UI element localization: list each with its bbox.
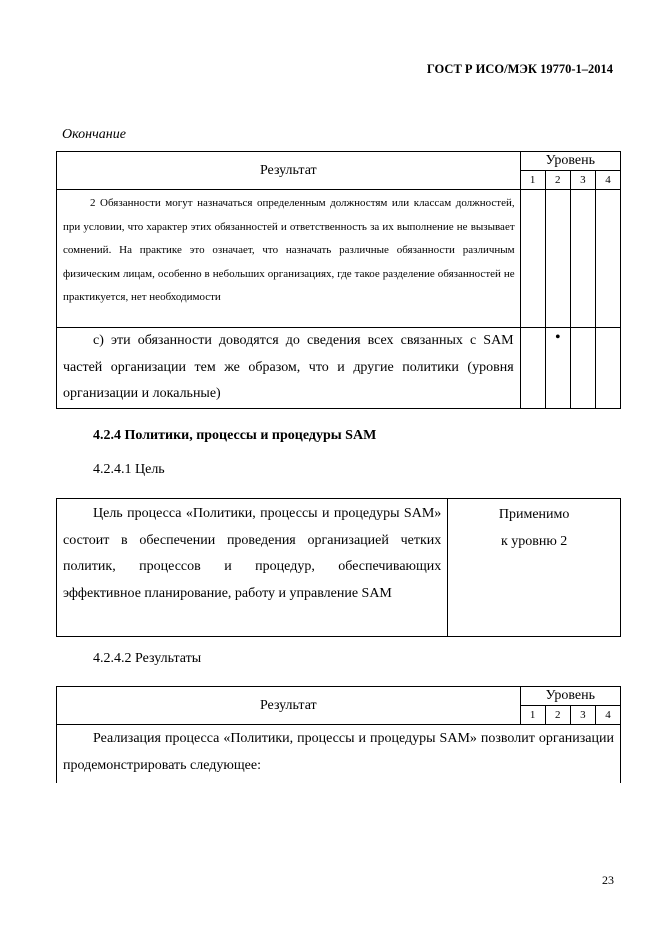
level-4-header: 4 [595, 171, 620, 190]
level-cell [595, 190, 620, 328]
results-table [56, 686, 621, 783]
result-column-header: Результат [57, 687, 521, 725]
applicability-line1: Применимо [498, 507, 570, 522]
continuation-label: Окончание [62, 127, 126, 142]
applicability-line2: к уровню 2 [500, 534, 568, 549]
level-cell [570, 328, 595, 409]
section-title: 4.2.4 Политики, процессы и процедуры SAM [93, 428, 377, 443]
subsection-goal: 4.2.4.1 Цель [93, 462, 165, 477]
level-cell [520, 328, 545, 409]
level-cell [545, 190, 570, 328]
level-2-mark: • [545, 328, 570, 409]
level-2-header: 2 [545, 171, 570, 190]
level-1-header: 1 [520, 706, 545, 725]
note-cell [57, 190, 521, 328]
result-column-header: Результат [57, 152, 521, 190]
goal-text-cell [57, 499, 448, 637]
level-1-header: 1 [520, 171, 545, 190]
goal-text: Цель процесса «Политики, процессы и процедуры SAM» состоит в обеспечении проведения организацией четких политик, процессов и процедур, обеспечивающих эффективное планирование, работу и управление SAM [63, 506, 442, 601]
applicability-cell [448, 499, 621, 637]
level-column-header: Уровень [520, 152, 620, 171]
results-table-continued [56, 151, 621, 409]
level-cell [570, 190, 595, 328]
intro-cell [57, 725, 621, 783]
intro-text: Реализация процесса «Политики, процессы и процедуры SAM» позволит организации продемонстрировать следующее: [63, 731, 614, 773]
level-3-header: 3 [570, 706, 595, 725]
document-header: ГОСТ Р ИСО/МЭК 19770-1–2014 [426, 62, 613, 76]
level-column-header: Уровень [520, 687, 620, 706]
page-number: 23 [602, 873, 614, 887]
row-c-cell [57, 328, 521, 409]
subsection-results: 4.2.4.2 Результаты [93, 651, 202, 666]
row-c-text: с) эти обязанности доводятся до сведения всех связанных с SAM частей организации тем же образом, что и другие политики (уровня организации и локальные) [63, 333, 514, 401]
level-2-header: 2 [545, 706, 570, 725]
note-text: 2 Обязанности могут назначаться определенным должностям или классам должностей, при условии, что характер этих обязанностей и ответственность за их выполнение не вызывает сомнений. На практике это означает, что назначать различные обязанности различным физическим лицам, особенно в небольших организациях, где такое разделение обязанностей не практикуется, нет необходимости [63, 197, 515, 303]
level-cell [595, 328, 620, 409]
goal-table [56, 498, 621, 637]
level-cell [520, 190, 545, 328]
level-3-header: 3 [570, 171, 595, 190]
level-4-header: 4 [595, 706, 620, 725]
